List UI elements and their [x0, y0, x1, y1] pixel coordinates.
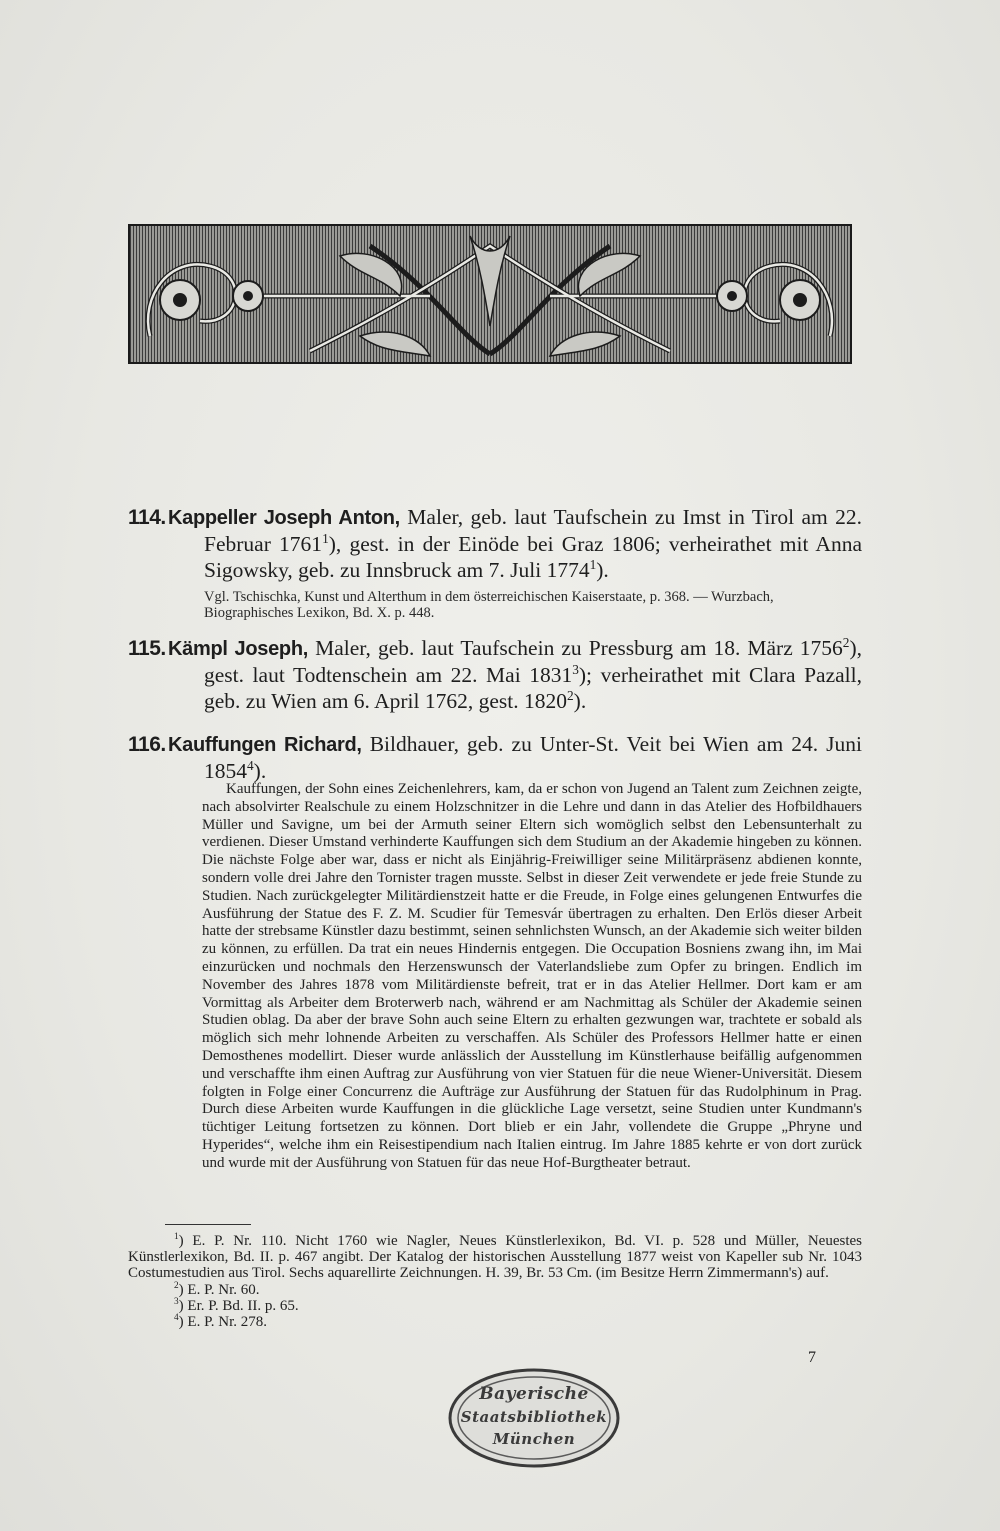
footnote-number: 2 — [174, 1280, 179, 1291]
entry-115 — [128, 635, 862, 714]
footnote-separator — [165, 1224, 251, 1225]
footnote-number: 1 — [174, 1232, 179, 1242]
entry-heading — [128, 635, 862, 714]
footnote-4 — [128, 1314, 862, 1330]
entry-text: Maler, geb. laut Taufschein zu Pressburg am 18. März 1756 — [308, 636, 843, 660]
entry-text: ). — [573, 689, 587, 713]
acanthus-scroll-ornament — [130, 226, 850, 362]
footnote-number: 3 — [174, 1296, 179, 1307]
entry-heading — [128, 504, 862, 583]
entry-text: ). — [596, 558, 609, 582]
entry-heading — [128, 731, 862, 784]
page-number: 7 — [808, 1349, 816, 1366]
biography-paragraph: Kauffungen, der Sohn eines Zeichenlehrers, kam, da er schon von Jugend an Talent zum Zeichnen zeigte, nach absolvirter Realschule zu einem Holzschnitzer in die Lehre und dann in das Atelier des Hofbildhauers Müller und Savigne, um bei der Armuth seiner Eltern sich womöglich selbst den Lebensunterhalt zu verdienen. Dieser Umstand verhinderte Kauffungen sich dem Studium an der Akademie hingeben zu können. Die nächste Folge aber war, dass er nicht als Einjährig-Freiwilliger seine Militärpräsenz abdienen konnte, sondern volle drei Jahre den Tornister tragen musste. Selbst in dieser Zeit verwendete er jede freie Stunde zu Studien. Nach zurückgelegter Militärdienstzeit hatte er die Freude, in Folge eines gelungenen Entwurfes die Ausführung der Statue des F. Z. M. Scudier für Temesvár übertragen zu erhalten. Den Erlös dieser Arbeit hatte der strebsame Künstler dazu bestimmt, seinen sehnlichsten Wunsch, an der Akademie sich weiter bilden zu können, zu erfüllen. Da trat ein neues Hindernis entgegen. Die Occupation Bosniens zwang ihn, im Mai einzurücken und nochmals den Herzenswunsch der Vaterlandsliebe zum Opfer zu bringen. Endlich im November des Jahres 1878 vom Militärdienste befreit, trat er in das Atelier Hellmer. Dort kam er am Vormittag als Arbeiter dem Broterwerb nach, während er am Nachmittag als Schüler der Akademie seinen Studien oblag. Da aber der brave Sohn auch seine Eltern zu erhalten gezwungen war, trachtete er sobald als möglich sich mehr lohnende Arbeiten zu verschaffen. Als Schüler des Professors Hellmer hatte er einen Demosthenes modellirt. Dieser wurde anlässlich der Ausstellung im Künstlerhause beifällig aufgenommen und verschaffte ihm einen Auftrag zur Ausführung von vier Statuen für die neue Wiener-Universität. Diesem folgten in Folge einer Concurrenz die Aufträge zur Ausführung der Statuen für das Rudolphinum in Prag. Durch diese Arbeiten wurde Kauffungen in die glückliche Lage versetzt, seine Studien unter Kundmann's tüchtiger Leitung fortsetzen zu können. Dort blieb er ein Jahr, vollendete die Gruppe „Phryne und Hyperides“, welche ihm ein Reisestipendium nach Italien eintrug. Im Jahre 1885 kehrte er von dort zurück und wurde mit der Ausführung von Statuen für das neue Hof-Burgtheater betraut. — [202, 781, 862, 1171]
entry-number: 116. — [128, 733, 166, 756]
entry-text: ). — [253, 759, 267, 783]
library-stamp — [446, 1366, 622, 1470]
stamp-text-line-3: München — [492, 1430, 576, 1448]
footnote-mark: 2 — [842, 634, 850, 650]
entry-text: ), gest. laut Todtenschein am 22. Mai 1831 — [204, 636, 863, 687]
footnote-text: ) Er. P. Bd. II. p. 65. — [178, 1297, 299, 1314]
entry-number: 115. — [128, 637, 166, 660]
footnote-mark: 4 — [247, 757, 254, 773]
footnote-mark: 3 — [572, 661, 579, 677]
footnote-number: 4 — [174, 1313, 179, 1324]
footnote-mark: 1 — [322, 530, 329, 546]
footnote-text: ) E. P. Nr. 60. — [178, 1281, 260, 1298]
footnote-text: ) E. P. Nr. 278. — [178, 1314, 267, 1331]
stamp-text-line-1: Bayerische — [479, 1384, 589, 1404]
footnote-1 — [128, 1233, 862, 1282]
footnote-text: ) E. P. Nr. 110. Nicht 1760 wie Nagler, Neues Künstlerlexikon, Bd. VI. p. 528 und Müller, Neuestes Künstlerlexikon, Bd. II. p. 467 angibt. Der Katalog der historischen Ausstellung 1877 weist von Kapeller sub Nr. 1043 Costumestudien aus Tirol. Sechs aquarellirte Zeichnungen. H. 39, Br. 53 Cm. (im Besitze Herrn Zimmermann's) auf. — [128, 1233, 862, 1282]
artist-name: Kauffungen Richard, — [168, 734, 362, 756]
stamp-text-line-2: Staatsbibliothek — [460, 1408, 608, 1426]
artist-name: Kämpl Joseph, — [168, 638, 309, 660]
entry-116 — [128, 731, 862, 784]
artist-name: Kappeller Joseph Anton, — [168, 507, 400, 529]
entry-text: Maler, geb. laut Taufschein zu Imst in Tirol am 22. Februar 1761 — [204, 505, 862, 556]
footnote-mark: 2 — [567, 687, 574, 703]
entry-text: Bildhauer, geb. zu Unter-St. Veit bei Wien am 24. Juni 1854 — [204, 732, 862, 783]
entry-number: 114. — [128, 506, 166, 529]
entry-text: ), gest. in der Einöde bei Graz 1806; verheirathet mit Anna Sigowsky, geb. zu Innsbruck am 7. Juli 1774 — [204, 532, 862, 582]
footnote-mark: 1 — [589, 556, 597, 572]
footnote-2 — [128, 1282, 862, 1298]
footnote-3 — [128, 1298, 862, 1314]
ornamental-headpiece — [128, 224, 852, 364]
footnotes — [128, 1233, 862, 1330]
literature-note: Vgl. Tschischka, Kunst und Alterthum in dem österreichischen Kaiserstaate, p. 368. — Wurzbach, Biographisches Lexikon, Bd. X. p. 448. — [204, 589, 774, 621]
entry-text: ); verheirathet mit Clara Pazall, geb. zu Wien am 6. April 1762, gest. 1820 — [204, 663, 862, 713]
entry-114 — [128, 504, 862, 621]
